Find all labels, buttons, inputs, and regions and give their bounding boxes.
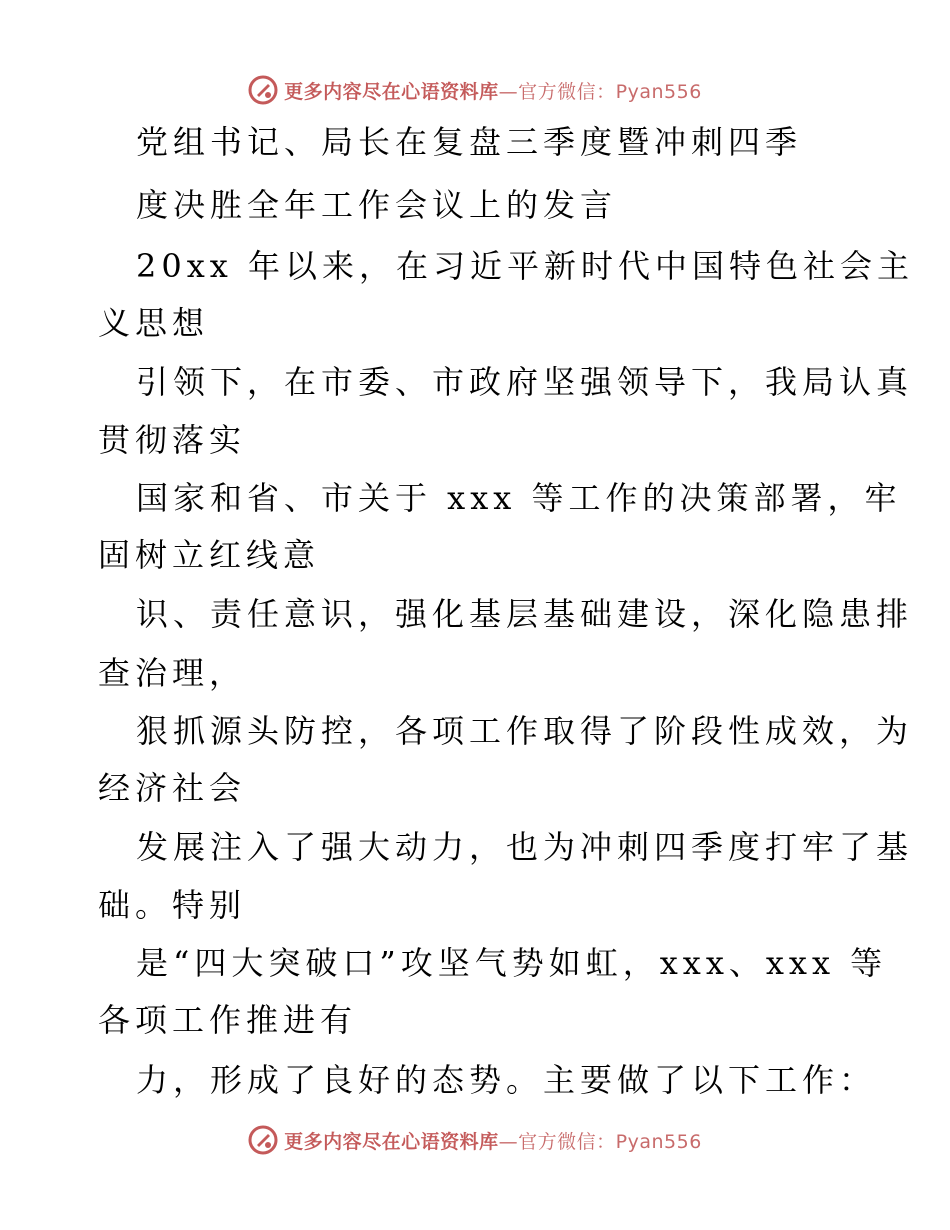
text-line: 贯彻落实 [98,421,247,459]
text-line: 是“四大突破口”攻坚气势如虹，xxx、xxx 等 [136,944,888,982]
watermark-text [284,77,702,104]
text-line: 查治理， [98,654,247,692]
seal-logo-icon [248,1125,278,1155]
header-watermark [0,70,950,110]
watermark-text [284,1127,702,1154]
text-line: 引领下，在市委、市政府坚强领导下，我局认真 [136,363,914,401]
text-line: 固树立红线意 [98,536,321,574]
text-line: 狠抓源头防控，各项工作取得了阶段性成效，为 [136,712,914,750]
text-line: 识、责任意识，强化基层基础建设，深化隐患排 [136,595,914,633]
watermark-plain-text: —官方微信：Pyan556 [498,1130,702,1153]
footer-watermark [0,1120,950,1160]
text-line: 经济社会 [98,769,247,807]
text-line: 础。特别 [98,886,247,924]
watermark-bold-text: 更多内容尽在心语资料库 [284,1130,499,1153]
text-line: 国家和省、市关于 xxx 等工作的决策部署，牢 [136,479,902,517]
text-line: 义思想 [98,304,210,342]
title-line-2: 度决胜全年工作会议上的发言 [136,186,618,224]
seal-logo-icon [248,75,278,105]
text-line: 各项工作推进有 [98,1001,358,1039]
text-line: 发展注入了强大动力，也为冲刺四季度打牢了基 [136,828,914,866]
text-line: 力，形成了良好的态势。主要做了以下工作： [136,1061,877,1099]
watermark-bold-text: 更多内容尽在心语资料库 [284,80,499,103]
text-line: 20xx 年以来，在习近平新时代中国特色社会主 [136,247,914,285]
watermark-plain-text: —官方微信：Pyan556 [498,80,702,103]
title-line-1: 党组书记、局长在复盘三季度暨冲刺四季 [136,123,803,161]
